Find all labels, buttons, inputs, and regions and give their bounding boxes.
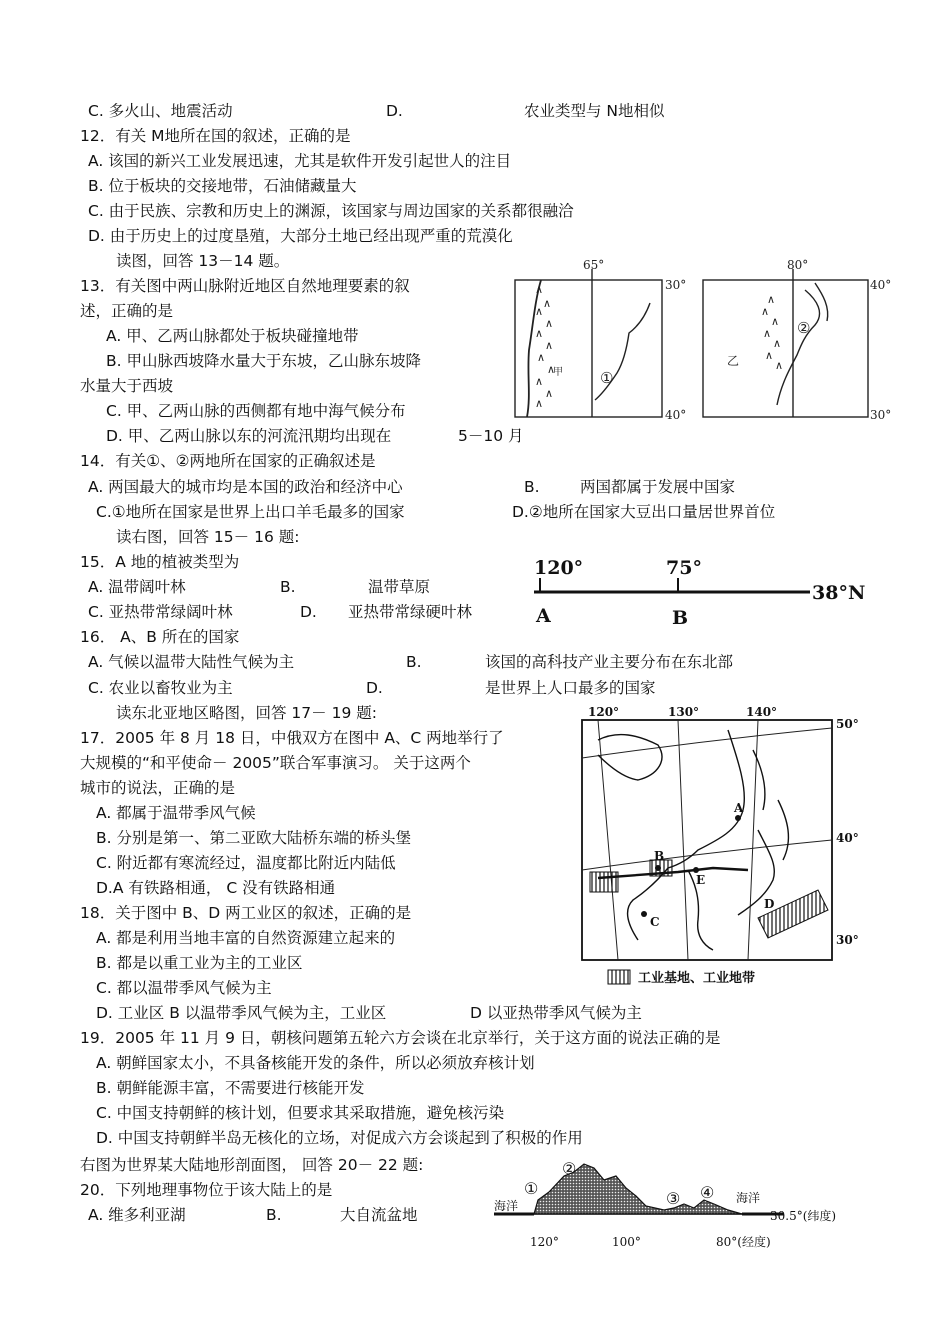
svg-text:∧: ∧ (771, 315, 780, 328)
q12-option-a: A. 该国的新兴工业发展迅速，尤其是软件开发引起世人的注目 (88, 152, 512, 170)
q13-option-d: D. 甲、乙两山脉以东的河流汛期均出现在 (106, 427, 392, 445)
q13-option-a: A. 甲、乙两山脉都处于板块碰撞地带 (106, 327, 359, 345)
q14-stem: 14．有关①、②两地所在国家的正确叙述是 (80, 452, 376, 470)
label-circle-2: ② (797, 319, 811, 337)
q13-option-b-cont: 水量大于西坡 (80, 377, 174, 395)
label-lon-130: 130° (668, 705, 700, 719)
svg-text:∧: ∧ (545, 339, 554, 352)
q20-option-b-text: 大自流盆地 (340, 1206, 418, 1224)
q19-option-a: A. 朝鲜国家太小，不具备核能开发的条件，所以必须放弃核计划 (96, 1054, 535, 1072)
q11-option-d-text: 农业类型与 N地相似 (524, 102, 665, 120)
industrial-zones (590, 860, 828, 938)
q18-option-d: D. 工业区 B 以温带季风气候为主，工业区 (96, 1004, 387, 1022)
label-lat-50: 50° (836, 717, 859, 731)
q16-option-d-letter: D. (366, 679, 383, 697)
instruction-17-19: 读东北亚地区略图，回答 17－ 19 题: (116, 704, 377, 722)
q16-option-b-letter: B. (406, 653, 422, 671)
legend-swatch (608, 970, 630, 984)
instruction-15-16: 读右图，回答 15－ 16 题: (116, 528, 300, 546)
svg-text:∧: ∧ (535, 397, 544, 410)
q16-option-d-text: 是世界上人口最多的国家 (485, 679, 656, 697)
q13-stem: 13．有关图中两山脉附近地区自然地理要素的叙 (80, 277, 410, 295)
label-yi: 乙 (727, 354, 740, 368)
label-lon-80: 80°(经度) (716, 1235, 771, 1249)
label-30-left: 30° (665, 278, 687, 292)
label-lat-40: 40° (836, 831, 859, 845)
legend-label: 工业基地、工业地带 (638, 971, 756, 986)
latitude-38n-diagram (528, 548, 866, 630)
q15-option-d-letter: D. (300, 603, 317, 621)
q16-option-c: C. 农业以畜牧业为主 (88, 679, 233, 697)
label-lat-30: 30° (836, 933, 859, 947)
q19-option-d: D. 中国支持朝鲜半岛无核化的立场，对促成六方会谈起到了积极的作用 (96, 1129, 583, 1147)
label-120-deg: 120° (534, 557, 584, 579)
right-coast-east (815, 283, 828, 321)
q15-option-b-letter: B. (280, 578, 296, 596)
q11-option-d-letter: D. (386, 102, 403, 120)
svg-text:∧: ∧ (767, 293, 776, 306)
q16-option-a: A. 气候以温带大陆性气候为主 (88, 653, 295, 671)
q12-option-b: B. 位于板块的交接地带，石油储藏量大 (88, 177, 357, 195)
q20-option-a: A. 维多利亚湖 (88, 1206, 186, 1224)
label-lon-120: 120° (588, 705, 620, 719)
q14-option-c: C.①地所在国家是世界上出口羊毛最多的国家 (96, 503, 405, 521)
svg-text:∧: ∧ (547, 363, 556, 376)
q15-option-b-text: 温带草原 (368, 578, 431, 596)
svg-text:∧: ∧ (535, 327, 544, 340)
q13-option-b: B. 甲山脉西坡降水量大于东坡，乙山脉东坡降 (106, 352, 421, 370)
label-mark-4: ④ (700, 1183, 715, 1202)
q15-option-a: A. 温带阔叶林 (88, 578, 186, 596)
label-mark-2: ② (562, 1159, 577, 1178)
label-city-a: A (734, 801, 744, 815)
q15-stem: 15．A 地的植被类型为 (80, 553, 240, 571)
q14-option-b-text: 两国都属于发展中国家 (580, 478, 736, 496)
q12-stem: 12．有关 M地所在国的叙述，正确的是 (80, 127, 351, 145)
q14-option-b-letter: B. (524, 478, 540, 496)
q18-option-c: C. 都以温带季风气候为主 (96, 979, 272, 997)
q17-option-d: D.A 有铁路相通， C 没有铁路相通 (96, 879, 336, 897)
q19-stem: 19．2005 年 11 月 9 日，朝核问题第五轮六方会谈在北京举行，关于这方面的说法正确的是 (80, 1029, 721, 1047)
q13-option-c: C. 甲、乙两山脉的西侧都有地中海气候分布 (106, 402, 406, 420)
label-lon-120: 120° (530, 1235, 559, 1249)
q17-option-a: A. 都属于温带季风气候 (96, 804, 256, 822)
label-40-left: 40° (665, 408, 687, 422)
label-ocean-left: 海洋 (494, 1199, 519, 1213)
label-city-b: B (654, 849, 665, 863)
label-mark-3: ③ (666, 1189, 681, 1208)
label-65: 65° (583, 258, 605, 272)
label-city-c: C (650, 915, 660, 929)
q17-option-c: C. 附近都有寒流经过，温度都比附近内陆低 (96, 854, 396, 872)
q18-stem: 18．关于图中 B、D 两工业区的叙述，正确的是 (80, 904, 412, 922)
mountain-range-jia (535, 283, 555, 410)
svg-text:∧: ∧ (761, 305, 770, 318)
label-city-e: E (696, 873, 706, 887)
svg-text:∧: ∧ (775, 359, 784, 372)
q18-option-b: B. 都是以重工业为主的工业区 (96, 954, 303, 972)
label-30-right: 30° (870, 408, 892, 422)
svg-text:∧: ∧ (535, 283, 544, 296)
instruction-20-22: 右图为世界某大陆地形剖面图， 回答 20－ 22 题: (80, 1156, 424, 1174)
q12-option-c: C. 由于民族、宗教和历史上的渊源，该国家与周边国家的关系都很融洽 (88, 202, 574, 220)
svg-text:∧: ∧ (535, 305, 544, 318)
q11-option-c: C. 多火山、地震活动 (88, 102, 233, 120)
q19-option-b: B. 朝鲜能源丰富，不需要进行核能开发 (96, 1079, 365, 1097)
continent-terrain-profile (494, 1152, 854, 1252)
instruction-13-14: 读图，回答 13－14 题。 (116, 252, 290, 270)
label-circle-1: ① (600, 369, 614, 387)
label-38n: 38°N (812, 582, 866, 604)
svg-text:∧: ∧ (773, 337, 782, 350)
label-jia: 甲 (553, 367, 563, 378)
label-ocean-right: 海洋 (736, 1191, 761, 1205)
q18-option-d-cont: D 以亚热带季风气候为主 (470, 1004, 642, 1022)
label-a: A (536, 605, 551, 627)
label-city-d: D (764, 897, 775, 911)
svg-text:∧: ∧ (543, 297, 552, 310)
q17-stem-cont2: 城市的说法，正确的是 (80, 779, 236, 797)
svg-text:∧: ∧ (535, 375, 544, 388)
q12-option-d: D. 由于历史上的过度垦殖，大部分土地已经出现严重的荒漠化 (88, 227, 513, 245)
label-b: B (672, 607, 689, 629)
label-lon-140: 140° (746, 705, 778, 719)
label-75-deg: 75° (666, 557, 702, 579)
q15-option-d-text: 亚热带常绿硬叶林 (348, 603, 473, 621)
label-latitude-note: 30.5°(纬度) (770, 1209, 837, 1223)
svg-text:∧: ∧ (545, 317, 554, 330)
q15-option-c: C. 亚热带常绿阔叶林 (88, 603, 233, 621)
q17-option-b: B. 分别是第一、第二亚欧大陆桥东端的桥头堡 (96, 829, 411, 847)
q19-option-c: C. 中国支持朝鲜的核计划，但要求其采取措施，避免核污染 (96, 1104, 505, 1122)
q20-option-b-letter: B. (266, 1206, 282, 1224)
q14-option-a: A. 两国最大的城市均是本国的政治和经济中心 (88, 478, 403, 496)
label-lon-100: 100° (612, 1235, 641, 1249)
svg-text:∧: ∧ (537, 351, 546, 364)
q16-option-b-text: 该国的高科技产业主要分布在东北部 (485, 653, 734, 671)
q18-option-a: A. 都是利用当地丰富的自然资源建立起来的 (96, 929, 396, 947)
q13-stem-cont: 述，正确的是 (80, 302, 174, 320)
label-mark-1: ① (524, 1179, 539, 1198)
right-map-frame (703, 280, 868, 417)
railway-line (598, 868, 748, 878)
svg-text:∧: ∧ (545, 387, 554, 400)
northeast-asia-map (578, 700, 878, 992)
svg-text:∧: ∧ (765, 349, 774, 362)
q16-stem: 16． A、B 所在的国家 (80, 628, 240, 646)
label-80: 80° (787, 258, 809, 272)
mountain-ranges-map (505, 255, 892, 430)
q17-stem: 17．2005 年 8 月 18 日，中俄双方在图中 A、C 两地举行了 (80, 729, 504, 747)
right-river (777, 290, 820, 405)
mountain-range-yi (761, 293, 783, 372)
q14-option-d: D.②地所在国家大豆出口量居世界首位 (512, 503, 776, 521)
q20-stem: 20．下列地理事物位于该大陆上的是 (80, 1181, 333, 1199)
label-40-right: 40° (870, 278, 892, 292)
svg-text:∧: ∧ (763, 327, 772, 340)
q17-stem-cont1: 大规模的“和平使命－ 2005”联合军事演习。 关于这两个 (80, 754, 471, 772)
q13-option-d-months: 5－10 月 (458, 427, 524, 445)
